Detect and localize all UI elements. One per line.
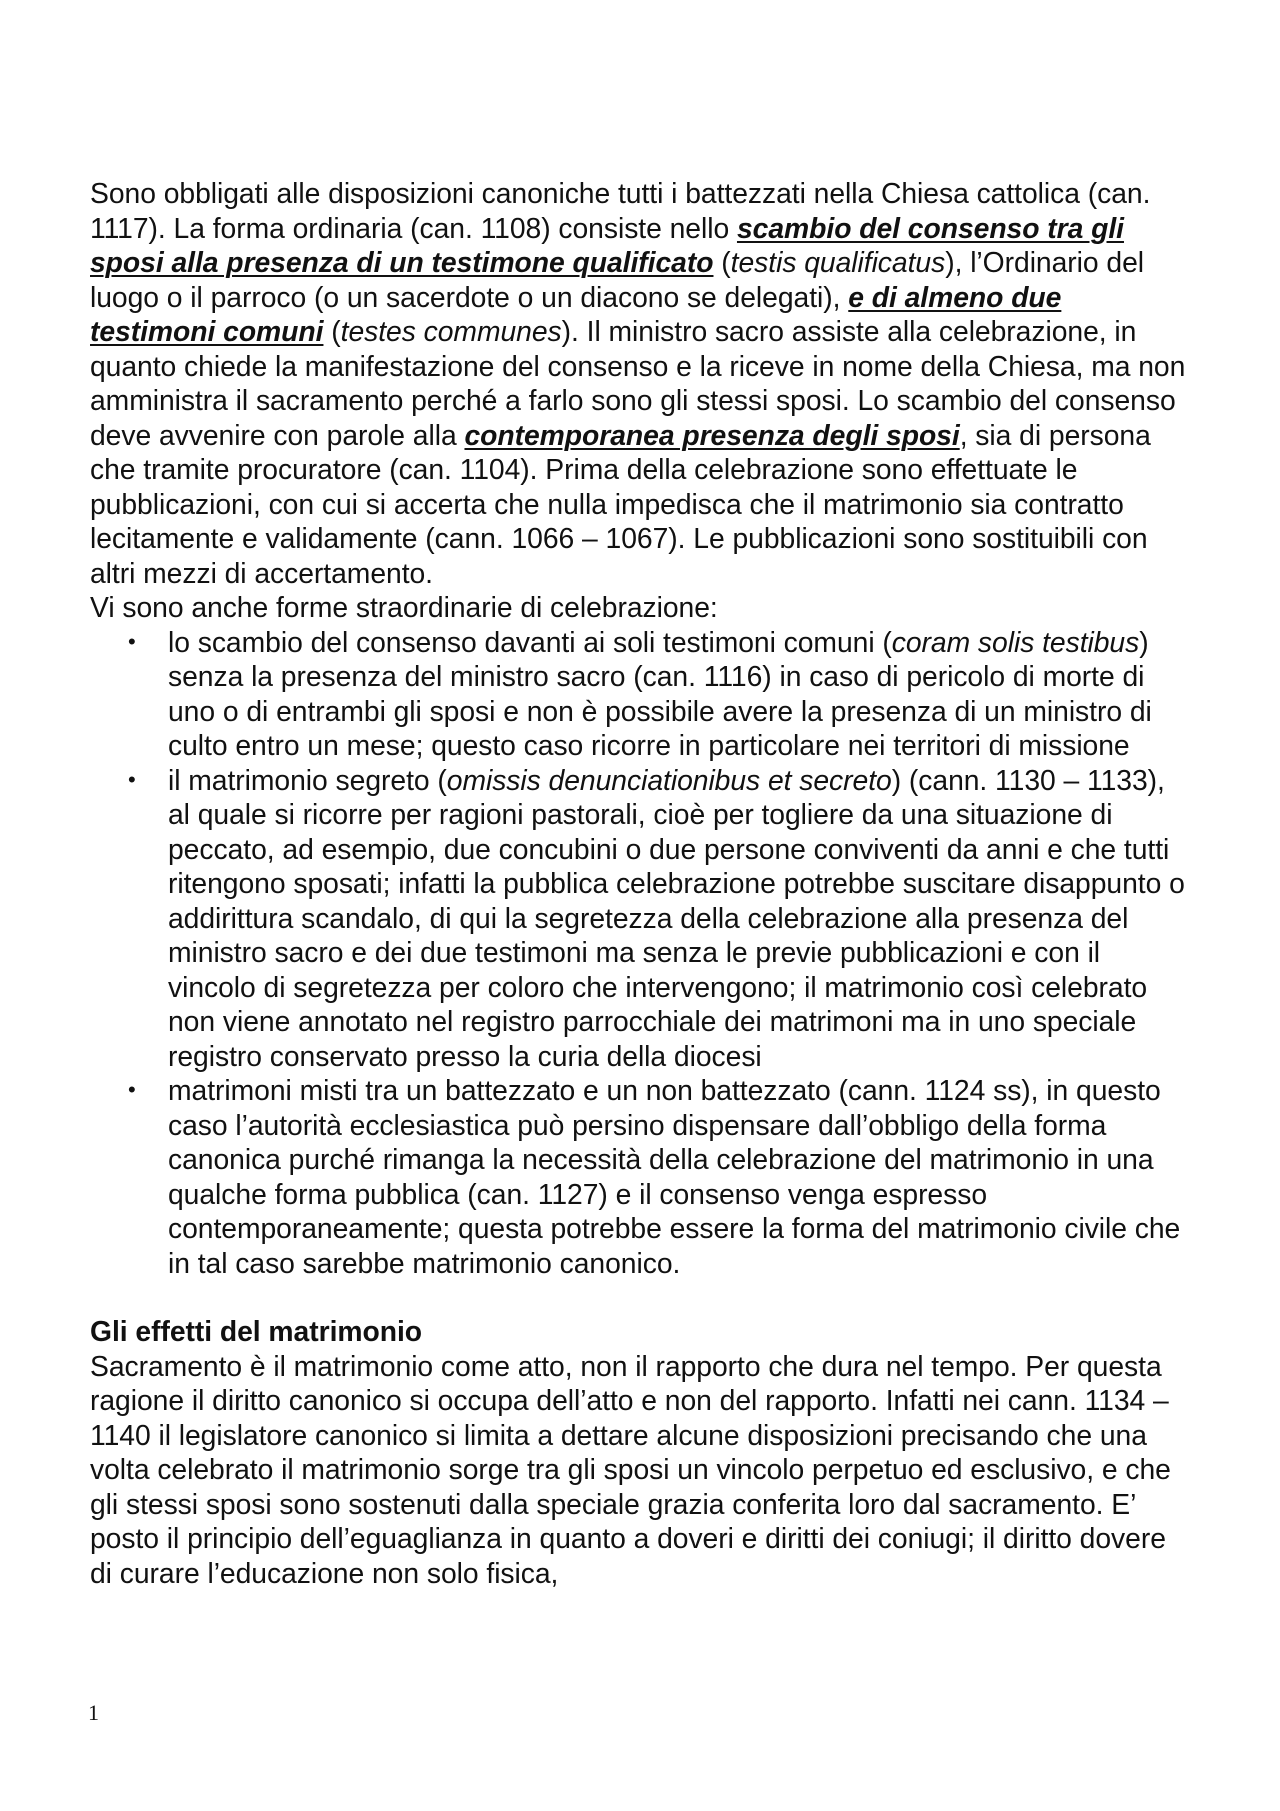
page-content — [90, 176, 1190, 1590]
emphasis-qualified-witness: scambio del consenso tra gli sposi alla presenza di un testimone qualificato — [90, 211, 1124, 278]
latin-term: testes communes — [340, 315, 562, 347]
bullet-icon: • — [128, 1077, 136, 1102]
list-item: • matrimoni misti tra un battezzato e un non battezzato (cann. 1124 ss), in questo caso l’autorità ecclesiastica può persino dispensare dall’obbligo della forma canonica purché rimanga la necessità della celebrazione del matrimonio in una qualche forma pubblica (can. 1127) e il consenso venga espresso contemporaneamente; questa potrebbe essere la forma del matrimonio civile che in tal caso sarebbe matrimonio canonico. — [128, 1074, 1181, 1279]
emphasis-presence-of-spouses: contemporanea presenza degli sposi — [464, 418, 960, 451]
bullet-icon: • — [128, 766, 136, 792]
latin-term: omissis denunciationibus et secreto — [446, 763, 892, 796]
section-heading: Gli effetti del matrimonio — [90, 1315, 423, 1347]
list-item: • lo scambio del consenso davanti ai soli testimoni comuni (coram solis testibus) senza la presenza del ministro sacro (can. 1116) in caso di pericolo di morte di uno o di entrambi gli sposi e non è possibile avere la presenza di un ministro di culto entro un mese; questo caso ricorre in particolare nei territori di missione — [128, 625, 1152, 761]
page-number: 1 — [88, 1700, 99, 1725]
latin-term: testis qualificatus — [730, 246, 946, 278]
emphasis-common-witnesses: e di almeno due testimoni comuni — [90, 280, 1062, 347]
intro-paragraph: Sono obbligati alle disposizioni canoniche tutti i battezzati nella Chiesa cattolica (can. 1117). La forma ordinaria (can. 1108) consiste nello scambio del consenso tra gli sposi alla presenza di un testimone qualificato (testis qualificatus), l’Ordinario del luogo o il parroco (o un sacerdote o un diacono se delegati), e di almeno due testimoni comuni (testes communes). Il ministro sacro assiste alla celebrazione, in quanto chiede la manifestazione del consenso e la riceve in nome della Chiesa, ma non amministra il sacramento perché a farlo sono gli stessi sposi. Lo scambio del consenso deve avvenire con parole alla contemporanea presenza degli sposi, sia di persona che tramite procuratore (can. 1104). Prima della celebrazione sono effettuate le pubblicazioni, con cui si accerta che nulla impedisca che il matrimonio sia contratto lecitamente e validamente (cann. 1066 – 1067). Le pubblicazioni sono sostituibili con altri mezzi di accertamento. — [90, 177, 1186, 589]
bullet-icon: • — [128, 628, 136, 654]
extraordinary-forms-list — [90, 625, 1190, 1281]
section-paragraph: Sacramento è il matrimonio come atto, non il rapporto che dura nel tempo. Per questa ragione il diritto canonico si occupa dell’atto e non del rapporto. Infatti nei cann. 1134 – 1140 il legislatore canonico si limita a dettare alcune disposizioni precisando che una volta celebrato il matrimonio sorge tra gli sposi un vincolo perpetuo ed esclusivo, e che gli stessi sposi sono sostenuti dalla speciale grazia conferita loro dal sacramento. E’ posto il principio dell’eguaglianza in quanto a doveri e diritti dei coniugi; il diritto dovere di curare l’educazione non solo fisica, — [90, 1349, 1171, 1589]
list-item: • il matrimonio segreto (omissis denunciationibus et secreto) (cann. 1130 – 1133), al quale si ricorre per ragioni pastorali, cioè per togliere da una situazione di peccato, ad esempio, due concubini o due persone conviventi da anni e che tutti ritengono sposati; infatti la pubblica celebrazione potrebbe suscitare disappunto o addirittura scandalo, di qui la segretezza della celebrazione alla presenza del ministro sacro e dei due testimoni ma senza le previe pubblicazioni e con il vincolo di segretezza per coloro che intervengono; il matrimonio così celebrato non viene annotato nel registro parrocchiale dei matrimoni ma in uno speciale registro conservato presso la curia della diocesi — [128, 763, 1185, 1072]
latin-term: coram solis testibus — [891, 625, 1140, 658]
forms-intro: Vi sono anche forme straordinarie di celebrazione: — [90, 591, 718, 623]
